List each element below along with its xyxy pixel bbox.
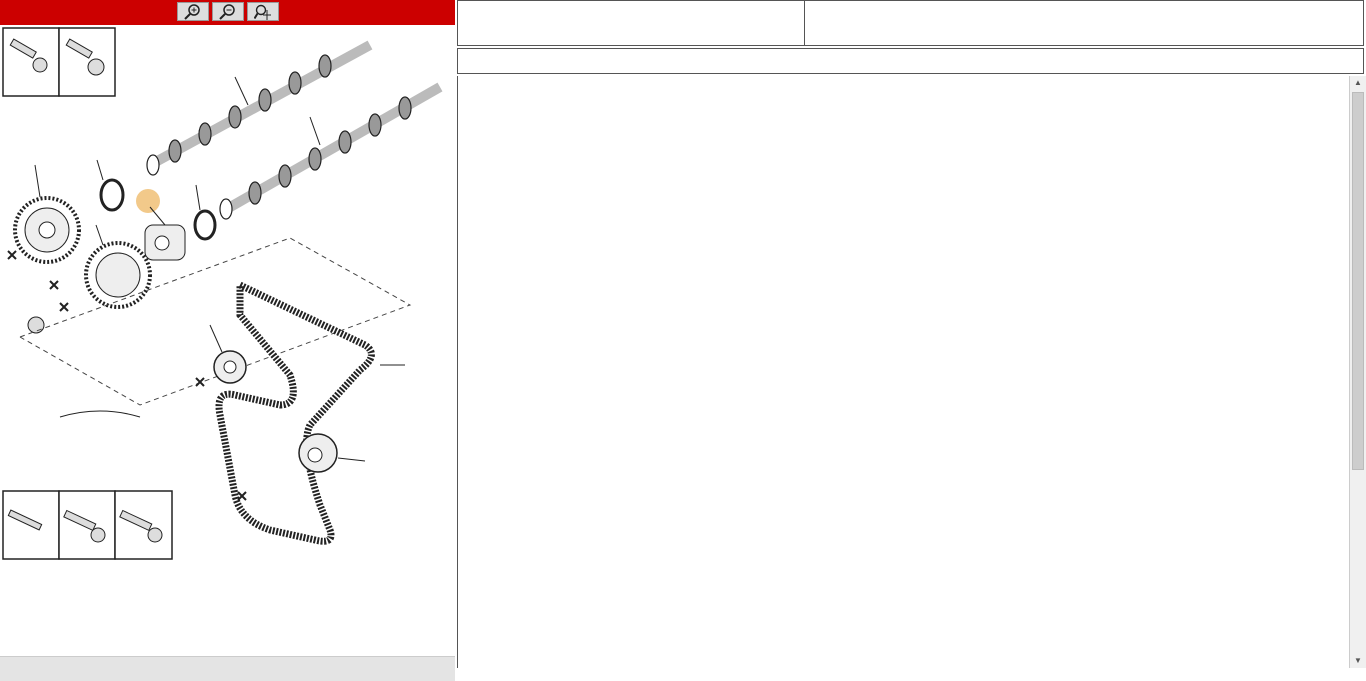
scroll-thumb[interactable]: [1352, 92, 1364, 470]
parts-diagram: [0, 25, 455, 655]
zoom-out-icon: [219, 4, 237, 20]
scrollbar[interactable]: [1349, 76, 1366, 668]
zoom-pan-button[interactable]: [247, 2, 279, 21]
status-bar: [0, 656, 455, 681]
scroll-up-icon[interactable]: ▲: [1354, 78, 1362, 87]
zoom-pan-icon: [254, 4, 272, 20]
parts-list-pane: [457, 0, 1366, 681]
header-meta: [458, 1, 805, 45]
scroll-down-icon[interactable]: ▼: [1354, 656, 1362, 665]
diagram-toolbar: [0, 0, 455, 25]
zoom-in-icon: [184, 4, 202, 20]
parts-header: [457, 0, 1364, 46]
zoom-in-button[interactable]: [177, 2, 209, 21]
parts-table: [457, 76, 1350, 668]
engine-subtitle: [457, 48, 1364, 74]
zoom-out-button[interactable]: [212, 2, 244, 21]
diagram-pane: [0, 0, 455, 681]
page-title: [806, 1, 1363, 45]
